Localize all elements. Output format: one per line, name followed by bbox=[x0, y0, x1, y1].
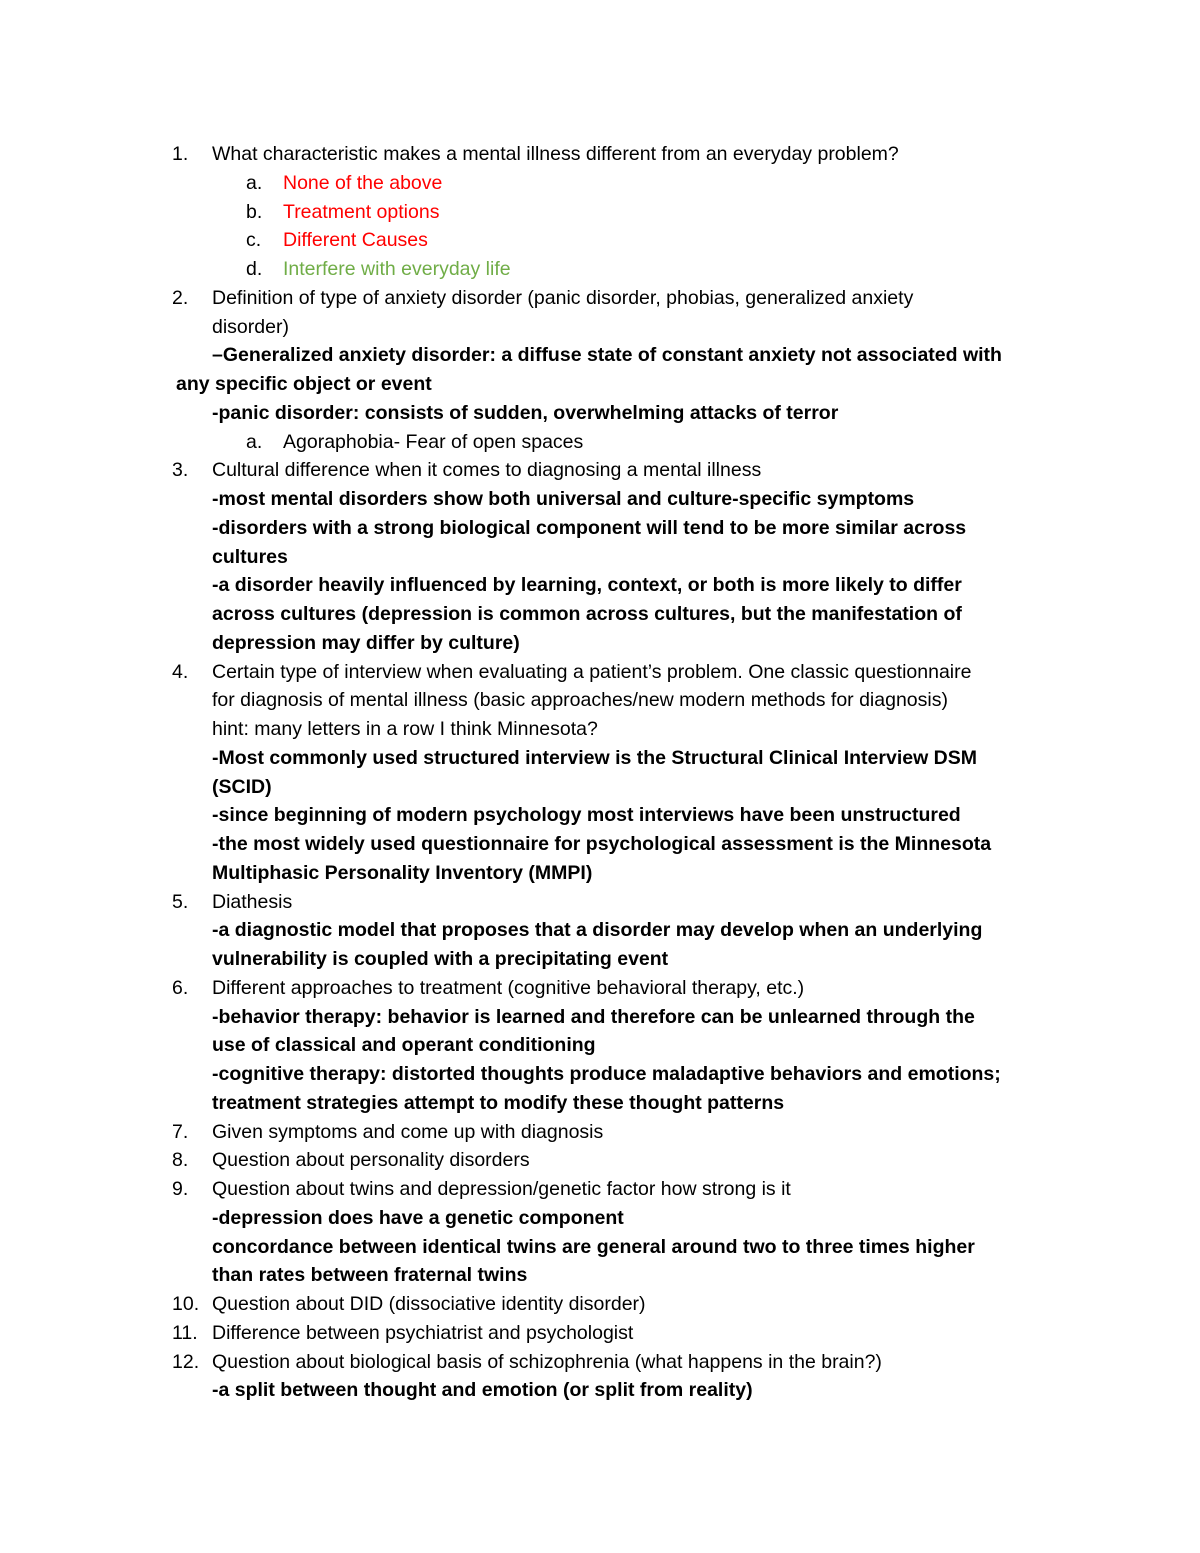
question-8 bbox=[0, 1146, 1200, 1175]
question-text: disorder) bbox=[212, 315, 289, 338]
answer-option-d bbox=[0, 255, 1200, 284]
answer-line bbox=[0, 859, 1200, 888]
answer-line bbox=[0, 1233, 1200, 1262]
answer-line bbox=[0, 629, 1200, 658]
answer-text: -Most commonly used structured interview is the Structural Clinical Interview DSM bbox=[212, 746, 977, 769]
answer-text: -a split between thought and emotion (or split from reality) bbox=[212, 1379, 753, 1402]
question-number: 11. bbox=[172, 1321, 198, 1344]
answer-text: -cognitive therapy: distorted thoughts produce maladaptive behaviors and emotions; bbox=[212, 1063, 1001, 1085]
question-text: Definition of type of anxiety disorder (panic disorder, phobias, generalized anxiety bbox=[212, 286, 914, 309]
answer-text: -the most widely used questionnaire for psychological assessment is the Minnesota bbox=[212, 833, 992, 855]
question-6 bbox=[0, 974, 1200, 1003]
option-letter: a. bbox=[246, 171, 263, 194]
answer-option-a bbox=[0, 169, 1200, 198]
question-text: Question about biological basis of schizophrenia (what happens in the brain?) bbox=[212, 1350, 882, 1373]
answer-line bbox=[0, 744, 1200, 773]
sub-item-letter: a. bbox=[246, 430, 263, 453]
answer-text: -a diagnostic model that proposes that a disorder may develop when an underlying bbox=[212, 919, 983, 942]
answer-text: use of classical and operant conditioning bbox=[212, 1034, 596, 1057]
option-text-incorrect: Treatment options bbox=[283, 200, 440, 223]
question-text: Different approaches to treatment (cognitive behavioral therapy, etc.) bbox=[212, 976, 805, 999]
question-text: hint: many letters in a row I think Minnesota? bbox=[212, 718, 598, 740]
answer-line bbox=[0, 341, 1200, 370]
question-2-cont bbox=[0, 313, 1200, 342]
question-10 bbox=[0, 1290, 1200, 1319]
answer-text: depression may differ by culture) bbox=[212, 631, 520, 654]
question-1 bbox=[0, 140, 1200, 169]
option-letter: c. bbox=[246, 229, 262, 252]
question-text: Cultural difference when it comes to diagnosing a mental illness bbox=[212, 459, 762, 482]
question-number: 4. bbox=[172, 660, 189, 683]
answer-line bbox=[0, 399, 1200, 428]
answer-text: -panic disorder: consists of sudden, overwhelming attacks of terror bbox=[212, 401, 839, 424]
question-text: for diagnosis of mental illness (basic approaches/new modern methods for diagnosis) bbox=[212, 689, 948, 712]
question-2 bbox=[0, 284, 1200, 313]
answer-line bbox=[0, 945, 1200, 974]
sub-item-a bbox=[0, 428, 1200, 457]
answer-line bbox=[0, 571, 1200, 600]
question-number: 9. bbox=[172, 1178, 189, 1200]
question-text: What characteristic makes a mental illness different from an everyday problem? bbox=[212, 143, 899, 165]
answer-option-b bbox=[0, 198, 1200, 227]
question-text: Certain type of interview when evaluating a patient’s problem. One classic questionnaire bbox=[212, 660, 972, 683]
question-5 bbox=[0, 888, 1200, 917]
answer-text: –Generalized anxiety disorder: a diffuse state of constant anxiety not associated with bbox=[212, 344, 1002, 367]
question-number: 5. bbox=[172, 890, 189, 913]
question-4 bbox=[0, 658, 1200, 687]
answer-line bbox=[0, 916, 1200, 945]
question-9 bbox=[0, 1175, 1200, 1204]
answer-line bbox=[0, 1204, 1200, 1233]
answer-line bbox=[0, 830, 1200, 859]
question-number: 1. bbox=[172, 143, 189, 165]
option-letter: b. bbox=[246, 200, 263, 223]
question-text: Difference between psychiatrist and psychologist bbox=[212, 1321, 634, 1344]
answer-text: (SCID) bbox=[212, 775, 272, 798]
question-number: 2. bbox=[172, 286, 189, 309]
option-text-incorrect: Different Causes bbox=[283, 229, 428, 252]
question-text: Question about personality disorders bbox=[212, 1149, 530, 1172]
answer-text: Multiphasic Personality Inventory (MMPI) bbox=[212, 861, 593, 884]
question-12 bbox=[0, 1348, 1200, 1377]
question-text: Question about twins and depression/genetic factor how strong is it bbox=[212, 1178, 791, 1200]
question-text: Diathesis bbox=[212, 890, 293, 913]
answer-line bbox=[0, 1060, 1200, 1089]
answer-text: than rates between fraternal twins bbox=[212, 1264, 528, 1287]
question-11 bbox=[0, 1319, 1200, 1348]
question-3 bbox=[0, 456, 1200, 485]
question-number: 6. bbox=[172, 976, 189, 999]
answer-text: treatment strategies attempt to modify these thought patterns bbox=[212, 1091, 785, 1114]
answer-line bbox=[0, 1376, 1200, 1405]
answer-line bbox=[0, 1031, 1200, 1060]
answer-text: -disorders with a strong biological component will tend to be more similar across bbox=[212, 516, 967, 539]
answer-text: -a disorder heavily influenced by learning, context, or both is more likely to differ bbox=[212, 574, 962, 597]
answer-line bbox=[0, 543, 1200, 572]
answer-text: vulnerability is coupled with a precipitating event bbox=[212, 948, 669, 970]
answer-line bbox=[0, 1089, 1200, 1118]
answer-text: across cultures (depression is common across cultures, but the manifestation of bbox=[212, 603, 962, 625]
question-number: 3. bbox=[172, 459, 189, 482]
question-7 bbox=[0, 1118, 1200, 1147]
sub-item-text: Agoraphobia- Fear of open spaces bbox=[283, 430, 584, 453]
question-text: Given symptoms and come up with diagnosis bbox=[212, 1120, 604, 1143]
answer-text: -since beginning of modern psychology most interviews have been unstructured bbox=[212, 804, 961, 827]
option-letter: d. bbox=[246, 258, 263, 280]
question-text: Question about DID (dissociative identity disorder) bbox=[212, 1293, 646, 1315]
question-number: 7. bbox=[172, 1120, 189, 1143]
answer-text: any specific object or event bbox=[176, 373, 432, 395]
question-number: 8. bbox=[172, 1149, 189, 1172]
answer-line bbox=[0, 1003, 1200, 1032]
question-number: 10. bbox=[172, 1293, 200, 1315]
study-guide bbox=[0, 140, 1200, 1405]
answer-text: -depression does have a genetic component bbox=[212, 1206, 624, 1229]
answer-line bbox=[0, 1261, 1200, 1290]
answer-option-c bbox=[0, 226, 1200, 255]
answer-text: -behavior therapy: behavior is learned and therefore can be unlearned through the bbox=[212, 1005, 975, 1028]
answer-line bbox=[0, 514, 1200, 543]
option-text-correct: Interfere with everyday life bbox=[283, 258, 511, 280]
answer-text: -most mental disorders show both universal and culture-specific symptoms bbox=[212, 488, 915, 510]
answer-line bbox=[0, 801, 1200, 830]
answer-text: concordance between identical twins are general around two to three times higher bbox=[212, 1235, 975, 1258]
answer-line bbox=[0, 370, 1200, 399]
question-number: 12. bbox=[172, 1350, 200, 1373]
question-4-cont bbox=[0, 686, 1200, 715]
answer-line bbox=[0, 600, 1200, 629]
answer-text: cultures bbox=[212, 545, 288, 568]
question-4-cont bbox=[0, 715, 1200, 744]
answer-line bbox=[0, 773, 1200, 802]
option-text-incorrect: None of the above bbox=[283, 171, 443, 194]
answer-line bbox=[0, 485, 1200, 514]
